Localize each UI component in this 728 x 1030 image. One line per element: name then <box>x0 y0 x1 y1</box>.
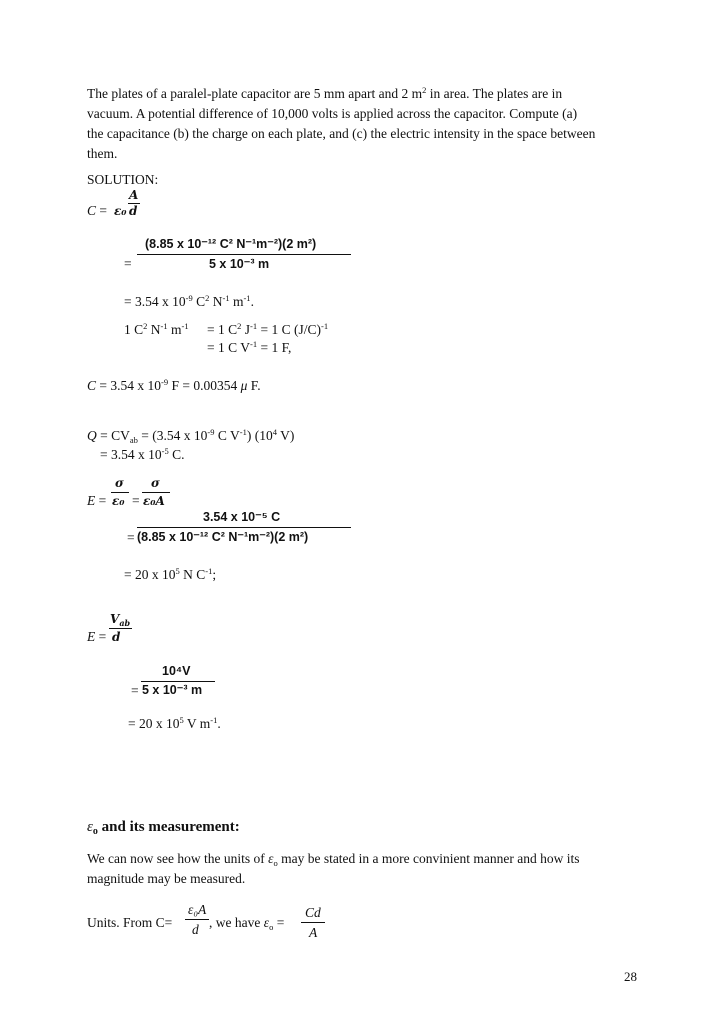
equals-sign: = <box>132 493 140 508</box>
field-result: = 20 x $10^5$ N $C^{-1}$; <box>124 566 217 582</box>
voltage-symbol: $V_{ab}$ <box>110 612 131 628</box>
field-sub-numerator: 3.54 x 10⁻⁵ C <box>203 510 281 524</box>
charge-line-2: = 3.54 x $10^{-5}$ C. <box>100 446 185 462</box>
fraction-bar <box>142 492 170 493</box>
units-text-middle: , we have $\varepsilon_o$ = <box>209 915 285 932</box>
units-fraction-denominator: d <box>192 922 199 937</box>
distance-symbol: d <box>112 630 121 644</box>
unit-equivalence-rhs-2: = 1 C $V^{-1} = 1$ F, <box>207 339 292 355</box>
epsilon0-symbol: ε₀ <box>114 204 127 218</box>
epsilon0-area-symbol: ε₀A <box>143 494 165 508</box>
field2-result: = 20 x $10^5$ V $m^{-1}$. <box>128 715 221 731</box>
section-paragraph-line-1: We can now see how the units of $\varepsilon_o$ may be stated in a more convinient manner and how its <box>87 851 580 868</box>
units-fraction2-numerator: Cd <box>305 905 321 920</box>
fraction-bar <box>137 527 351 528</box>
capacitance-formula-lhs: C = <box>87 203 108 218</box>
units-fraction-numerator: ε₀A <box>188 902 207 917</box>
field-sub-denominator: (8.85 x 10⁻¹² C² N⁻¹m⁻²)(2 m²) <box>137 530 309 544</box>
unit-equivalence-lhs: 1 $C^2$ $N^{-1}$ $m^{-1}$ <box>124 321 189 337</box>
units-fraction2-denominator: A <box>309 925 318 940</box>
equals-sign: = <box>124 256 132 271</box>
fraction-bar <box>137 254 351 255</box>
field-formula-lhs: E = <box>87 493 107 508</box>
distance-symbol: d <box>129 204 138 218</box>
field2-sub-denominator: 5 x 10⁻³ m <box>142 683 203 697</box>
sigma-symbol: σ <box>115 476 124 490</box>
equals-sign: = <box>127 530 135 545</box>
field2-sub-numerator: 10⁴V <box>162 664 191 678</box>
problem-line-2: vacuum. A potential difference of 10,000 volts is applied across the capacitor. Compute (a) <box>87 106 578 121</box>
capacitance-result: = 3.54 x $10^{-9}$ $C^2$ $N^{-1}$ $m^{-1}$. <box>124 293 254 309</box>
capacitance-sub-numerator: (8.85 x 10⁻¹² C² N⁻¹m⁻²)(2 m²) <box>145 237 317 251</box>
unit-equivalence-rhs-1: = 1 $C^2$ $J^{-1} = 1$ C $(J/C)^{-1}$ <box>207 321 329 337</box>
page-number: 28 <box>624 969 637 984</box>
solution-label: SOLUTION: <box>87 172 159 187</box>
fraction-bar <box>301 922 325 923</box>
capacitance-sub-denominator: 5 x 10⁻³ m <box>209 257 270 271</box>
equals-sign: = <box>131 683 139 698</box>
problem-statement <box>87 84 647 164</box>
fraction-bar <box>109 628 132 629</box>
sigma-symbol: σ <box>151 476 160 490</box>
units-text-start: Units. From C= <box>87 915 173 930</box>
fraction-bar <box>185 919 209 920</box>
problem-line-3: the capacitance (b) the charge on each plate, and (c) the electric intensity in the space between <box>87 126 596 141</box>
fraction-bar <box>111 492 129 493</box>
section-paragraph-line-2: magnitude may be measured. <box>87 871 246 886</box>
section-heading: $\varepsilon_o$ and its measurement: <box>87 819 240 837</box>
capacitance-final: C = 3.54 x $10^{-9}$ F = 0.00354 μ F. <box>87 377 261 393</box>
problem-line-1: The plates of a paralel-plate capacitor are 5 mm apart and 2 $m^2$ in area. The plates are in <box>87 85 563 101</box>
epsilon0-symbol: ε₀ <box>112 494 125 508</box>
area-symbol: A <box>129 188 139 202</box>
charge-line-1: $Q = CV_{ab} = (3.54$ x $10^{-9}$ C $V^{-1}$) ($10^4$ V) <box>87 427 295 445</box>
problem-line-4: them. <box>87 146 118 161</box>
field2-formula-lhs: E = <box>87 629 107 644</box>
